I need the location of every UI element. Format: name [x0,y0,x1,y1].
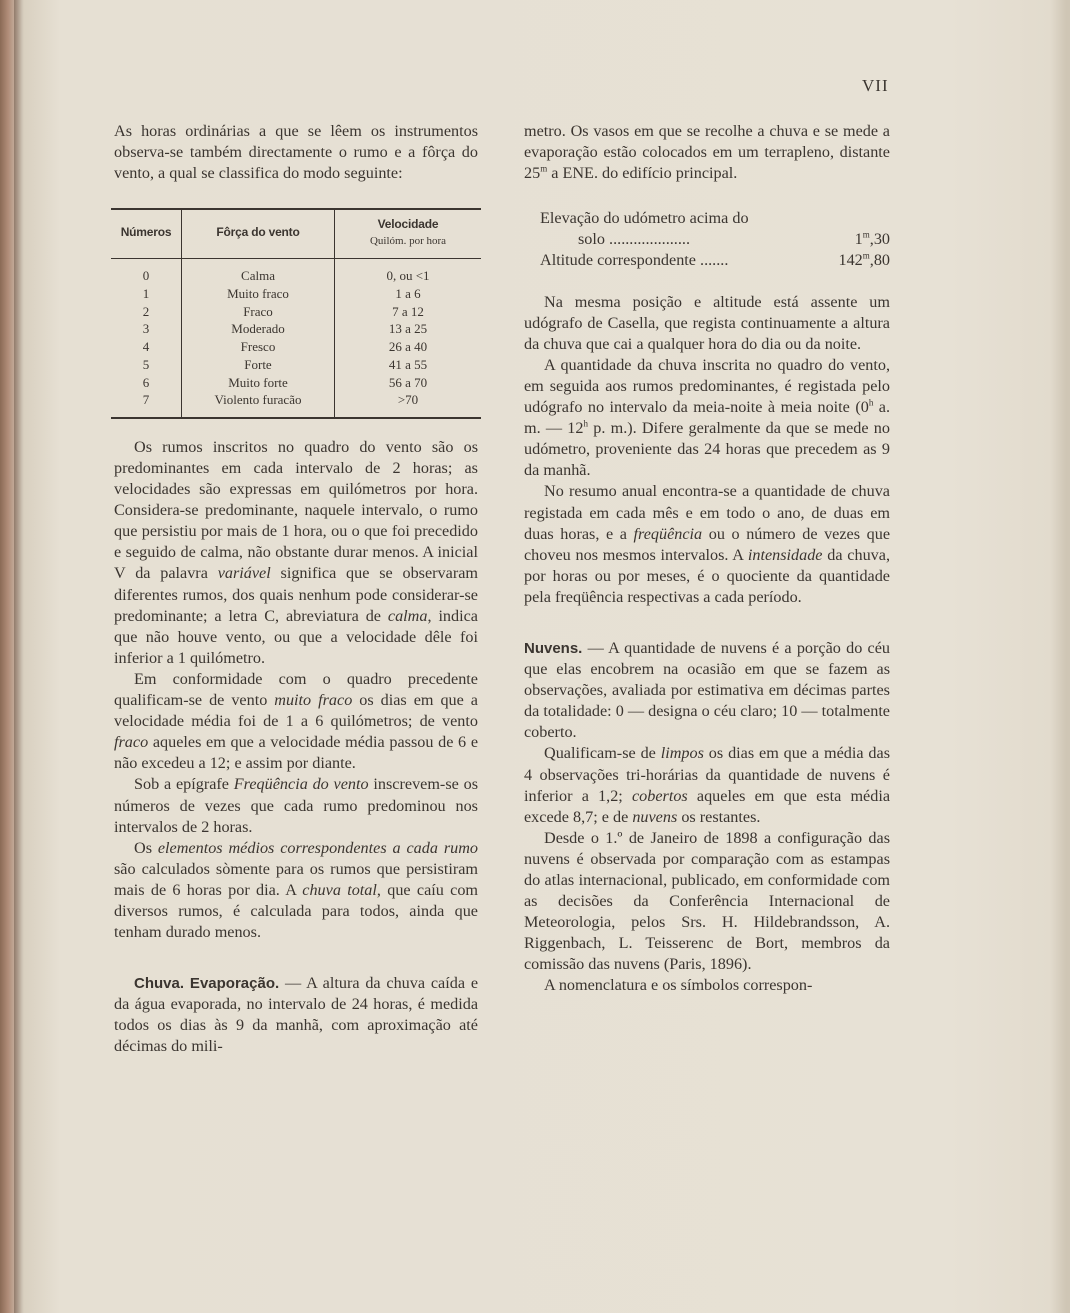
table-header-row [111,209,481,259]
text-run: 1 [854,230,863,249]
intro-paragraph: As horas ordinárias a que se lêem os instrumentos observa-se também directamente o rumo e a fôrça do vento, a qual se classifica do modo seguinte: [114,122,478,183]
cell-numero: 2 [111,303,182,321]
cell-numero: 6 [111,374,182,392]
altitude-value [838,250,890,271]
cell-numero: 7 [111,391,182,418]
left-column [114,121,478,1058]
text-run: inscrevem-se os números de vezes que cada rumo predominou nos intervalos de 2 horas. [114,775,478,836]
text-run: da chuva, por horas ou por meses, é o quociente da quantidade pela freqüência respectivas a cada período. [524,545,890,606]
paragraph-nuvens [524,638,890,743]
text-run: , indica que não houve vento, ou que a velocidade dêle foi inferior a 1 quilómetro. [114,606,478,667]
italic-run: elementos médios correspondentes a cada rumo [157,838,478,857]
paragraph-conformidade [114,669,478,774]
italic-run: Freqüência do vento [233,775,369,794]
section-heading-chuva: Chuva. Evaporação. [134,975,280,993]
table-row [111,320,481,338]
section-heading-nuvens: Nuvens. [524,639,583,657]
italic-run: intensidade [747,545,823,564]
table-row [111,259,481,285]
elevation-value [855,229,890,250]
italic-run: muito fraco [274,691,353,710]
page-number: VII [862,76,889,95]
paragraph-continuation [524,121,890,184]
leader-dots: .................... [605,230,690,249]
header-forca: Fôrça do vento [182,209,335,259]
text-run: , que caíu com diversos rumos, é calculada para todos, ainda que tenham durado menos. [114,880,478,942]
table-row [111,285,481,303]
cell-numero: 1 [111,285,182,303]
cell-forca: Forte [182,356,335,374]
text-run: Os rumos inscritos no quadro do vento são os predominantes em cada intervalo de 2 horas; as velocidades são expressas em quilómetros por hora. Considera-se predominante, naquele intervalo, o rumo que persistiu por mais de 1 hora, ou o que foi precedido e seguido de calma, não obstante durar menos. A inicial V da palavra [114,437,478,583]
paragraph-udografo: Na mesma posição e altitude está assente um udógrafo de Casella, que regista continuamente a altura da chuva que cai a qualquer hora do dia ou da noite. [524,292,890,353]
table-row [111,374,481,392]
cell-forca: Muito fraco [182,285,335,303]
paragraph-chuva [114,973,478,1057]
text-run: No resumo anual encontra-se a quantidade de chuva registada em cada mês e em todo o ano, de duas em duas horas, e a [524,482,890,543]
cell-velocidade: 13 a 25 [388,321,428,337]
paragraph-resumo [524,481,890,608]
text-run: p. m.). Difere geralmente da que se mede no udómetro, proveniente das 24 horas que precedem as 9 da manhã. [524,419,890,480]
cell-velocidade: 41 a 55 [388,356,428,372]
cell-velocidade: >70 [335,391,482,418]
paragraph-janeiro: Desde o 1.º de Janeiro de 1898 a configuração das nuvens é observada por comparação com as estampas do atlas internacional, publicado, em conformidade com as decisões da Conferência Internacional de Meteorologia, pelos Srs. H. Hildebrandsson, A. Riggenbach, L. Teisserenc de Bort, membros da comissão das nuvens (Paris, 1896). [524,828,890,974]
text-run: solo [578,230,605,249]
wind-force-table [111,208,481,419]
header-velocidade-label: Velocidade [377,216,439,231]
text-run: A quantidade da chuva inscrita no quadro do vento, em seguida aos rumos predominantes, é registada pelo udógrafo no intervalo da meia-noite à meia noite (0 [524,355,890,417]
text-run: aqueles em que esta média excede 8,7; e de [524,786,890,826]
text-run: Altitude correspondente [540,251,696,270]
cell-numero: 5 [111,356,182,374]
text-run: os dias em que a média das 4 observações tri-horárias da quantidade de nuvens é inferior a 1,2; [524,744,891,805]
text-run: — A quantidade de nuvens é a porção do céu que elas encobrem na ocasião em que se fazem as observações, avaliada por estimativa em décimas partes da totalidade: 0 — designa o céu claro; 10 — totalmente coberto. [524,638,890,742]
text-run: Os [134,838,158,857]
superscript: m [862,251,870,262]
text-run: — A altura da chuva caída e da água evaporada, no intervalo de 24 horas, é medida todos os dias às 9 da manhã, com aproximação até décimas do mili- [114,974,479,1056]
table-row [111,356,481,374]
cell-numero: 3 [111,320,182,338]
right-column [524,121,890,997]
italic-run: calma [387,606,428,625]
italic-run: cobertos [631,786,688,805]
text-run: metro. Os vasos em que se recolhe a chuva e se mede a evaporação estão colocados em um terrapleno, distante 25 [524,122,890,183]
text-run: 142 [838,251,863,270]
text-run: aqueles em que a velocidade média passou de 6 e não excedeu a 12; e assim por diante. [114,733,478,773]
cell-forca: Fresco [182,338,335,356]
text-run: a. m. — 12 [524,398,891,438]
italic-run: chuva total [302,880,377,899]
elevation-label-line: Elevação do udómetro acima do [540,209,749,228]
elevation-row [540,229,890,250]
superscript: m [862,229,870,240]
text-run: a ENE. do edifício principal. [547,164,738,183]
italic-run: variável [217,564,271,583]
cell-velocidade: 1 a 6 [395,285,421,301]
header-velocidade [335,209,482,259]
cell-forca: Moderado [182,320,335,338]
elevation-label-solo [540,229,690,250]
text-run: Qualificam-se de [544,744,661,763]
text-run: os dias em que a velocidade média foi de 1 a 6 quilómetros; de vento [114,691,478,731]
text-run: são calculados sòmente para os rumos que persistiram mais de 6 horas por dia. A [114,859,478,899]
superscript: h [868,397,874,408]
cell-velocidade: 0, ou <1 [386,268,430,284]
spacer [524,608,890,638]
cell-forca: Violento furacão [182,391,335,418]
cell-velocidade: 56 a 70 [388,374,428,390]
paragraph-nomenclatura: A nomenclatura e os símbolos correspon- [544,976,813,995]
text-run: ou o número de vezes que choveu nos mesmos intervalos. A [524,524,891,564]
text-run: os restantes. [677,807,761,826]
binding-gutter [14,0,24,1313]
paragraph-epigrafe [114,774,478,837]
text-run: Sob a epígrafe [134,775,234,794]
table-row [111,338,481,356]
cell-forca: Fraco [182,303,335,321]
paragraph-limpos [524,743,890,827]
leader-dots: ....... [695,251,729,270]
paragraph-rumos [114,437,478,669]
superscript: m [540,163,548,174]
altitude-row [540,250,890,271]
spacer [114,943,478,973]
italic-run: limpos [660,744,704,763]
cell-numero: 0 [111,259,182,285]
elevation-block [540,208,890,271]
cell-velocidade: 26 a 40 [388,339,428,355]
italic-run: fraco [114,733,149,752]
text-run: ,30 [869,230,890,249]
italic-run: nuvens [632,807,678,826]
table-row [111,391,481,418]
header-velocidade-unit: Quilóm. por hora [369,235,447,248]
altitude-label [540,250,728,271]
cell-forca: Calma [182,259,335,285]
text-run: ,80 [869,251,890,270]
text-run: Em conformidade com o quadro precedente qualificam-se de vento [114,669,478,710]
cell-velocidade: 7 a 12 [392,303,424,319]
header-numeros: Números [111,209,182,259]
cell-numero: 4 [111,338,182,356]
text-run: significa que se observaram diferentes rumos, dos quais nenhum pode considerar-se predominante; a letra C, abreviatura de [114,564,478,625]
superscript: h [583,418,588,429]
paragraph-elementos [114,838,478,943]
cell-forca: Muito forte [182,374,335,392]
table-row [111,303,481,321]
italic-run: freqüência [633,524,703,543]
paragraph-quantidade [524,355,890,482]
